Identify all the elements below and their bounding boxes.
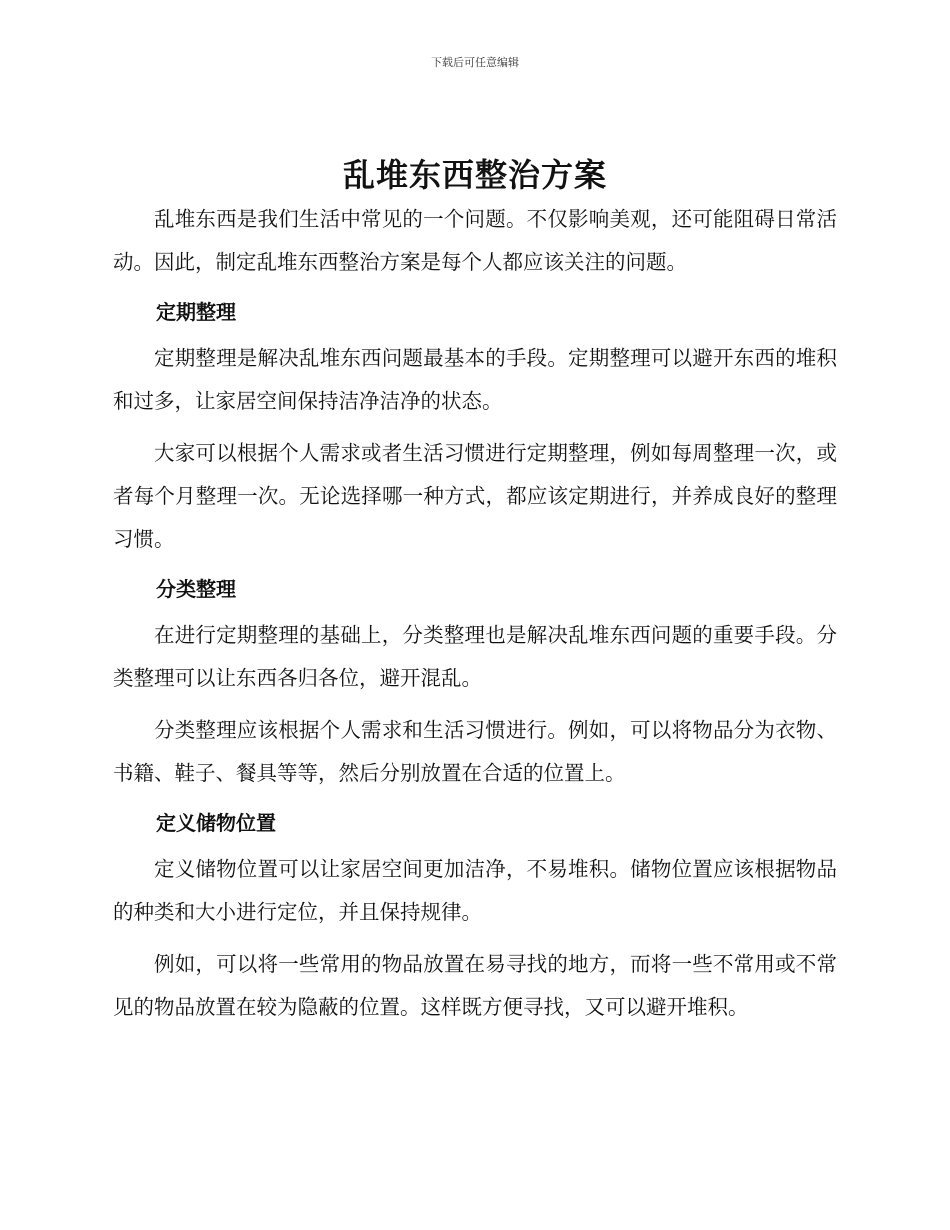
section-paragraph: 大家可以根据个人需求或者生活习惯进行定期整理，例如每周整理一次，或者每个月整理一次。无论选择哪一种方式，都应该定期进行，并养成良好的整理习惯。 [113, 441, 837, 551]
section-paragraph: 分类整理应该根据个人需求和生活习惯进行。例如，可以将物品分为衣物、书籍、鞋子、餐具等等，然后分别放置在合适的位置上。 [113, 718, 837, 785]
section-heading-regular-tidying: 定期整理 [156, 300, 236, 324]
section-paragraph: 在进行定期整理的基础上，分类整理也是解决乱堆东西问题的重要手段。分类整理可以让东西各归各位，避开混乱。 [113, 623, 837, 690]
document-body [113, 198, 837, 1029]
section-paragraph: 定义储物位置可以让家居空间更加洁净，不易堆积。储物位置应该根据物品的种类和大小进行定位，并且保持规律。 [113, 857, 837, 924]
page-header: 下载后可任意编辑 [431, 56, 519, 69]
document-title: 乱堆东西整治方案 [342, 156, 607, 194]
intro-paragraph: 乱堆东西是我们生活中常见的一个问题。不仅影响美观，还可能阻碍日常活动。因此，制定乱堆东西整治方案是每个人都应该关注的问题。 [113, 207, 837, 274]
section-heading-storage-locations: 定义储物位置 [156, 811, 276, 835]
section-heading-category-tidying: 分类整理 [156, 577, 236, 601]
section-paragraph: 定期整理是解决乱堆东西问题最基本的手段。定期整理可以避开东西的堆积和过多，让家居空间保持洁净洁净的状态。 [113, 346, 837, 413]
section-paragraph: 例如，可以将一些常用的物品放置在易寻找的地方，而将一些不常用或不常见的物品放置在较为隐蔽的位置。这样既方便寻找，又可以避开堆积。 [113, 952, 837, 1019]
